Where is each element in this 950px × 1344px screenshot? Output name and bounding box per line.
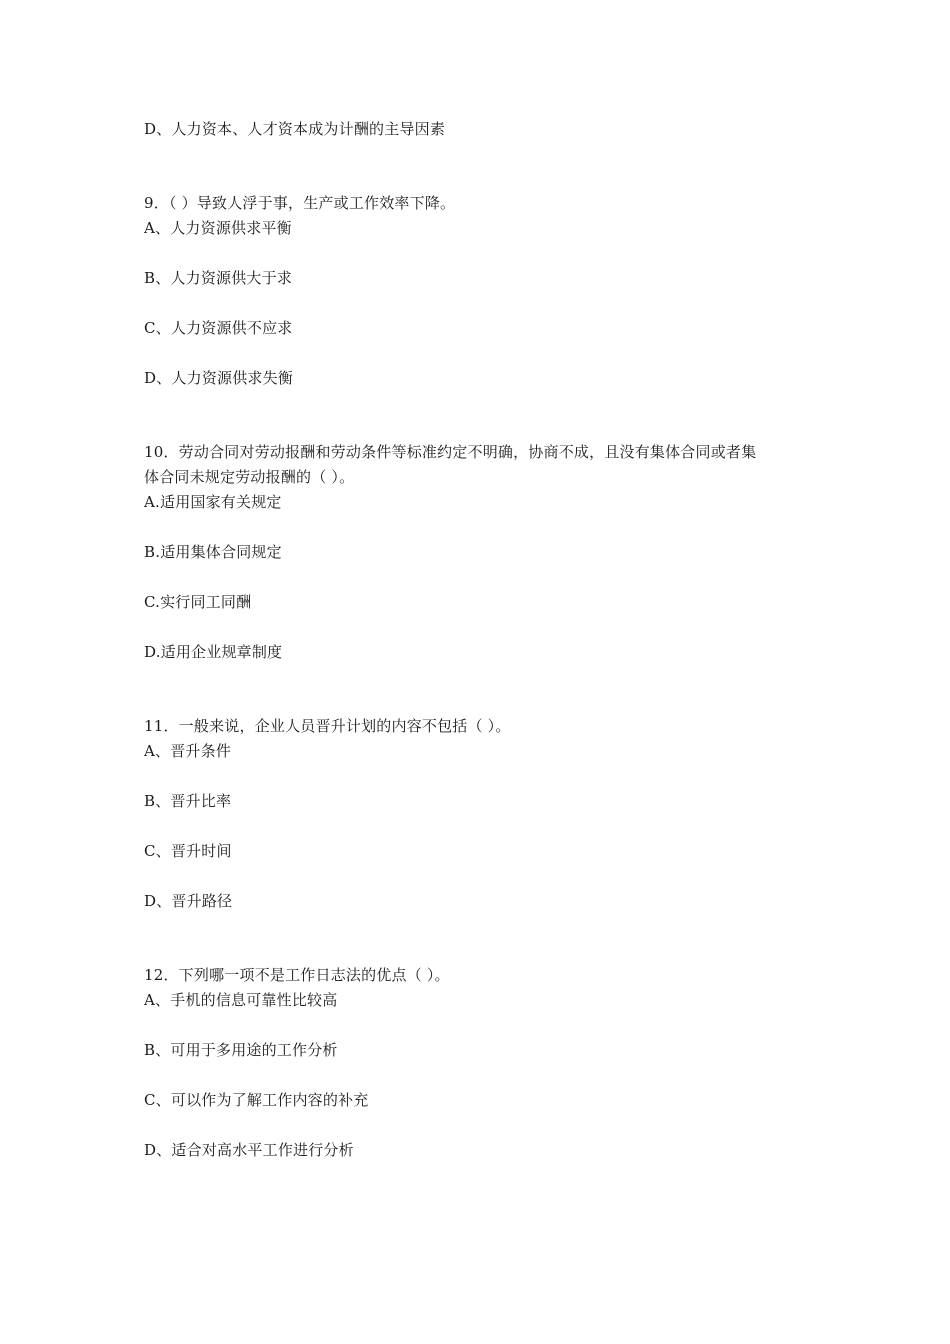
question-12-option-a: A、手机的信息可靠性比较高	[144, 991, 338, 1009]
question-9-option-b: B、人力资源供大于求	[144, 269, 293, 287]
question-10-option-a: A.适用国家有关规定	[144, 493, 282, 511]
question-10-option-d: D.适用企业规章制度	[144, 643, 283, 661]
question-11-option-d: D、晋升路径	[144, 892, 233, 910]
question-12-stem: 12．下列哪一项不是工作日志法的优点（ ）。	[144, 966, 450, 984]
question-11-option-a: A、晋升条件	[144, 742, 232, 760]
question-10-stem-line-1: 10．劳动合同对劳动报酬和劳动条件等标准约定不明确，协商不成，且没有集体合同或者集	[144, 443, 757, 461]
question-10-stem-line-2: 体合同未规定劳动报酬的（ ）。	[144, 468, 355, 486]
question-10-option-b: B.适用集体合同规定	[144, 543, 282, 561]
question-12-option-c: C、可以作为了解工作内容的补充	[144, 1091, 369, 1109]
question-11-stem: 11．一般来说，企业人员晋升计划的内容不包括（ ）。	[144, 717, 511, 735]
question-9-option-d: D、人力资源供求失衡	[144, 369, 294, 387]
question-9-stem: 9．（ ）导致人浮于事，生产或工作效率下降。	[144, 194, 456, 212]
question-12-option-d: D、适合对高水平工作进行分析	[144, 1141, 354, 1159]
question-11-option-b: B、晋升比率	[144, 792, 232, 810]
question-12-option-b: B、可用于多用途的工作分析	[144, 1041, 338, 1059]
carryover-option-d: D、人力资本、人才资本成为计酬的主导因素	[144, 120, 446, 138]
question-9-option-c: C、人力资源供不应求	[144, 319, 293, 337]
question-9-option-a: A、人力资源供求平衡	[144, 219, 292, 237]
question-10-option-c: C.实行同工同酬	[144, 593, 252, 611]
question-11-option-c: C、晋升时间	[144, 842, 232, 860]
